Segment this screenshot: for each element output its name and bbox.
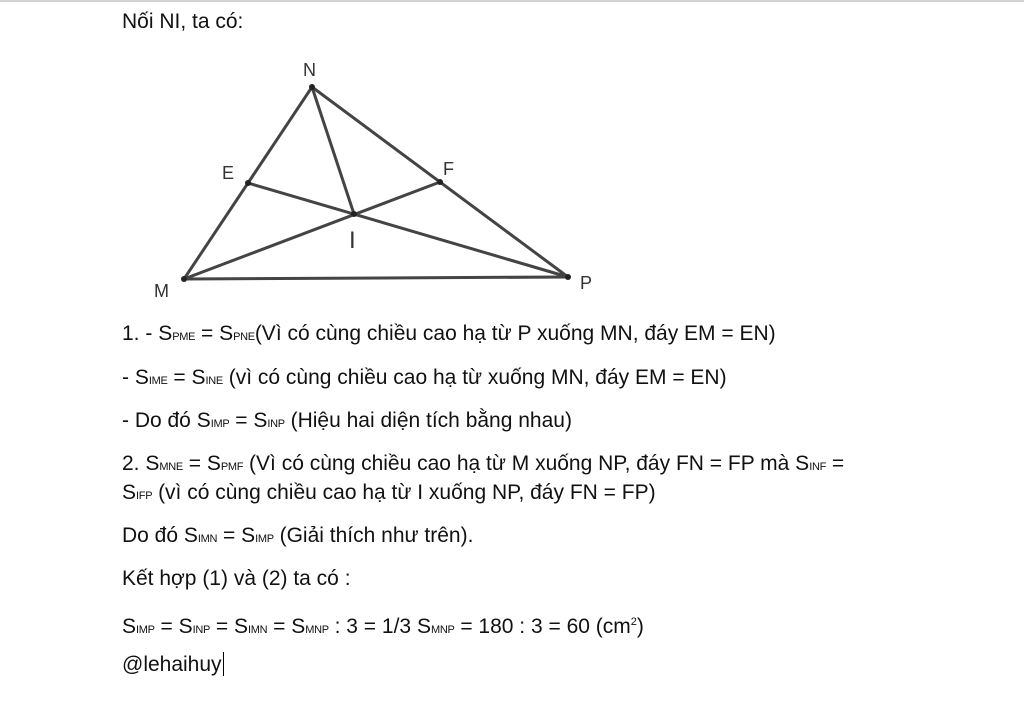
label-P: P [580, 273, 593, 293]
label-I: I [349, 227, 356, 254]
label-M: M [154, 281, 169, 301]
segment-EP [248, 183, 568, 277]
signature-line[interactable] [122, 651, 224, 679]
top-border [0, 0, 1024, 2]
segment-MF [184, 182, 440, 279]
final-equation: SIMP = SINP = SIMN = SMNP : 3 = 1/3 SMNP = 180 : 3 = 60 $(cm^2)$ [122, 615, 644, 638]
combine-line: Kết hợp (1) và (2) ta có : [122, 567, 351, 590]
text-caret [223, 652, 224, 676]
triangle-figure [140, 55, 620, 305]
step2-line-2: SIFP (vì có cùng chiều cao hạ từ I xuống NP, đáy FN = FP) [122, 481, 656, 504]
segment-NI [312, 87, 354, 214]
point-F [437, 179, 443, 185]
point-I [351, 211, 357, 217]
point-E [245, 180, 251, 186]
label-F: F [443, 159, 454, 179]
step1-line-b: - SIME = SINE (vì có cùng chiều cao hạ từ xuống MN, đáy EM = EN) [122, 366, 727, 389]
point-P [565, 274, 571, 280]
label-E: E [222, 163, 235, 183]
point-N [309, 84, 315, 90]
point-M [181, 276, 187, 282]
step2-line-1: 2. SMNE = SPMF (Vì có cùng chiều cao hạ từ M xuống NP, đáy FN = FP mà SINF = [122, 452, 845, 475]
conclusion-line: Do đó SIMN = SIMP (Giải thích như trên). [122, 524, 474, 547]
segment-MP [184, 277, 568, 279]
signature: @lehaihuy [122, 653, 222, 676]
step1-line-a: 1. - SPME = SPNE(Vì có cùng chiều cao hạ từ P xuống MN, đáy EM = EN) [122, 322, 776, 345]
label-N: N [303, 60, 316, 80]
intro-line: Nối NI, ta có: [122, 10, 244, 33]
step1-line-c: - Do đó SIMP = SINP (Hiệu hai diện tích bằng nhau) [122, 409, 572, 432]
